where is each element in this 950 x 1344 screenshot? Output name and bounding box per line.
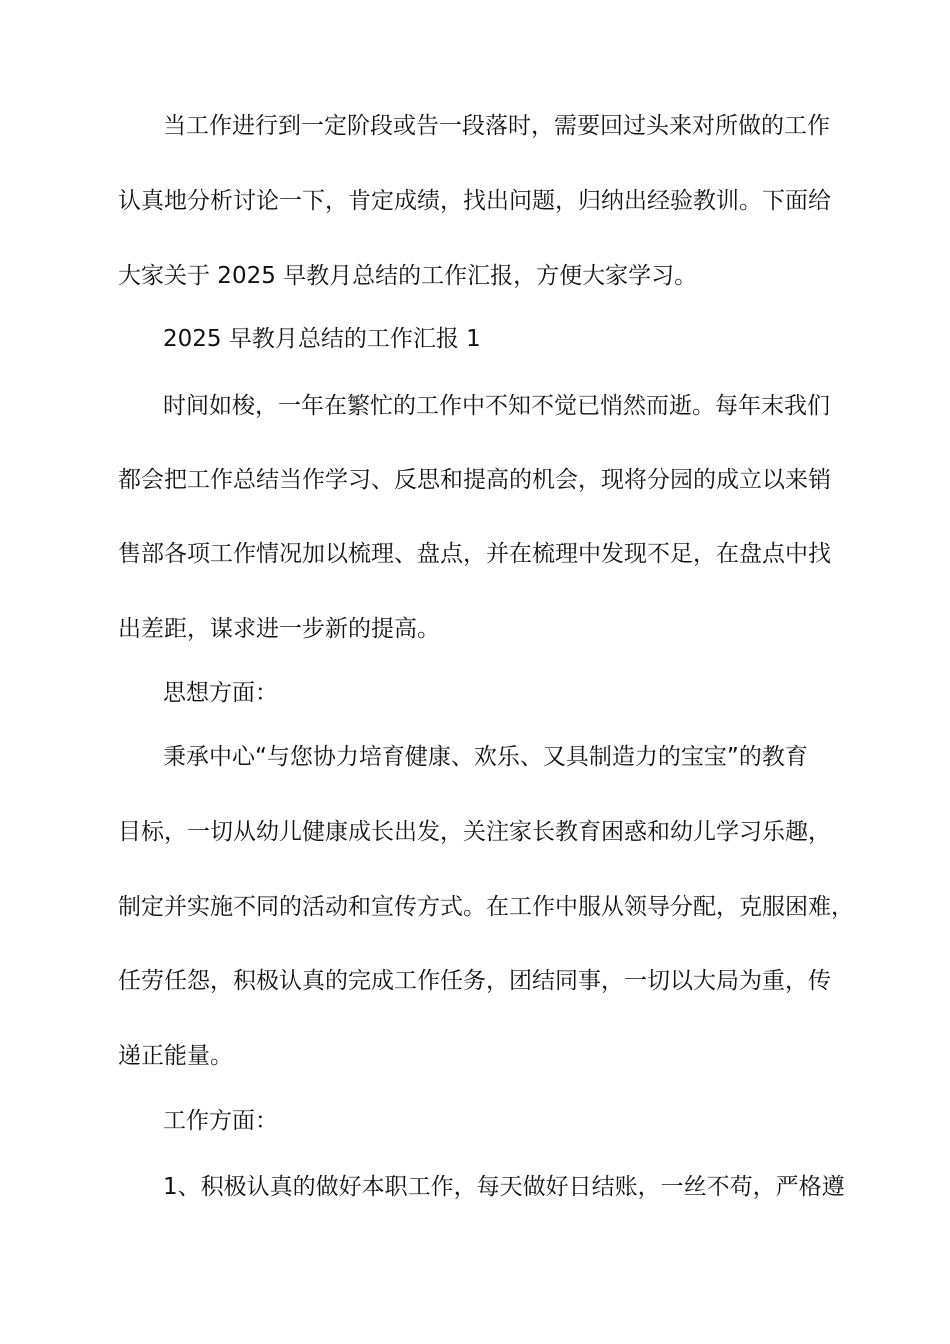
- section-title: 2025 早教月总结的工作汇报 1: [163, 326, 481, 352]
- paragraph-time-line-3: 售部各项工作情况加以梳理、盘点，并在梳理中发现不足，在盘点中找: [118, 541, 831, 567]
- paragraph-time-line-1: 时间如梭，一年在繁忙的工作中不知不觉已悄然而逝。每年末我们: [163, 393, 830, 419]
- paragraph-time-line-2: 都会把工作总结当作学习、反思和提高的机会，现将分园的成立以来销: [118, 467, 831, 493]
- paragraph-thought-line-3: 制定并实施不同的活动和宣传方式。在工作中服从领导分配，克服困难，: [118, 894, 854, 920]
- paragraph-thought-line-4: 任劳任怨，积极认真的完成工作任务，团结同事，一切以大局为重，传: [118, 968, 831, 994]
- paragraph-work-line-1: 1、积极认真的做好本职工作，每天做好日结账，一丝不苟，严格遵: [163, 1174, 845, 1200]
- paragraph-thought-line-2: 目标，一切从幼儿健康成长出发，关注家长教育困惑和幼儿学习乐趣，: [118, 819, 831, 845]
- paragraph-intro-line-2: 认真地分析讨论一下，肯定成绩，找出问题，归纳出经验教训。下面给: [118, 188, 831, 214]
- paragraph-intro-line-1: 当工作进行到一定阶段或告一段落时，需要回过头来对所做的工作: [163, 113, 830, 139]
- paragraph-intro-line-3: 大家关于 2025 早教月总结的工作汇报，方便大家学习。: [118, 263, 698, 289]
- paragraph-thought-line-1: 秉承中心“与您协力培育健康、欢乐、又具制造力的宝宝”的教育: [163, 744, 808, 770]
- heading-work: 工作方面：: [163, 1108, 278, 1134]
- heading-thought: 思想方面：: [163, 680, 278, 706]
- paragraph-time-line-4: 出差距，谋求进一步新的提高。: [118, 616, 440, 642]
- paragraph-thought-line-5: 递正能量。: [118, 1043, 233, 1069]
